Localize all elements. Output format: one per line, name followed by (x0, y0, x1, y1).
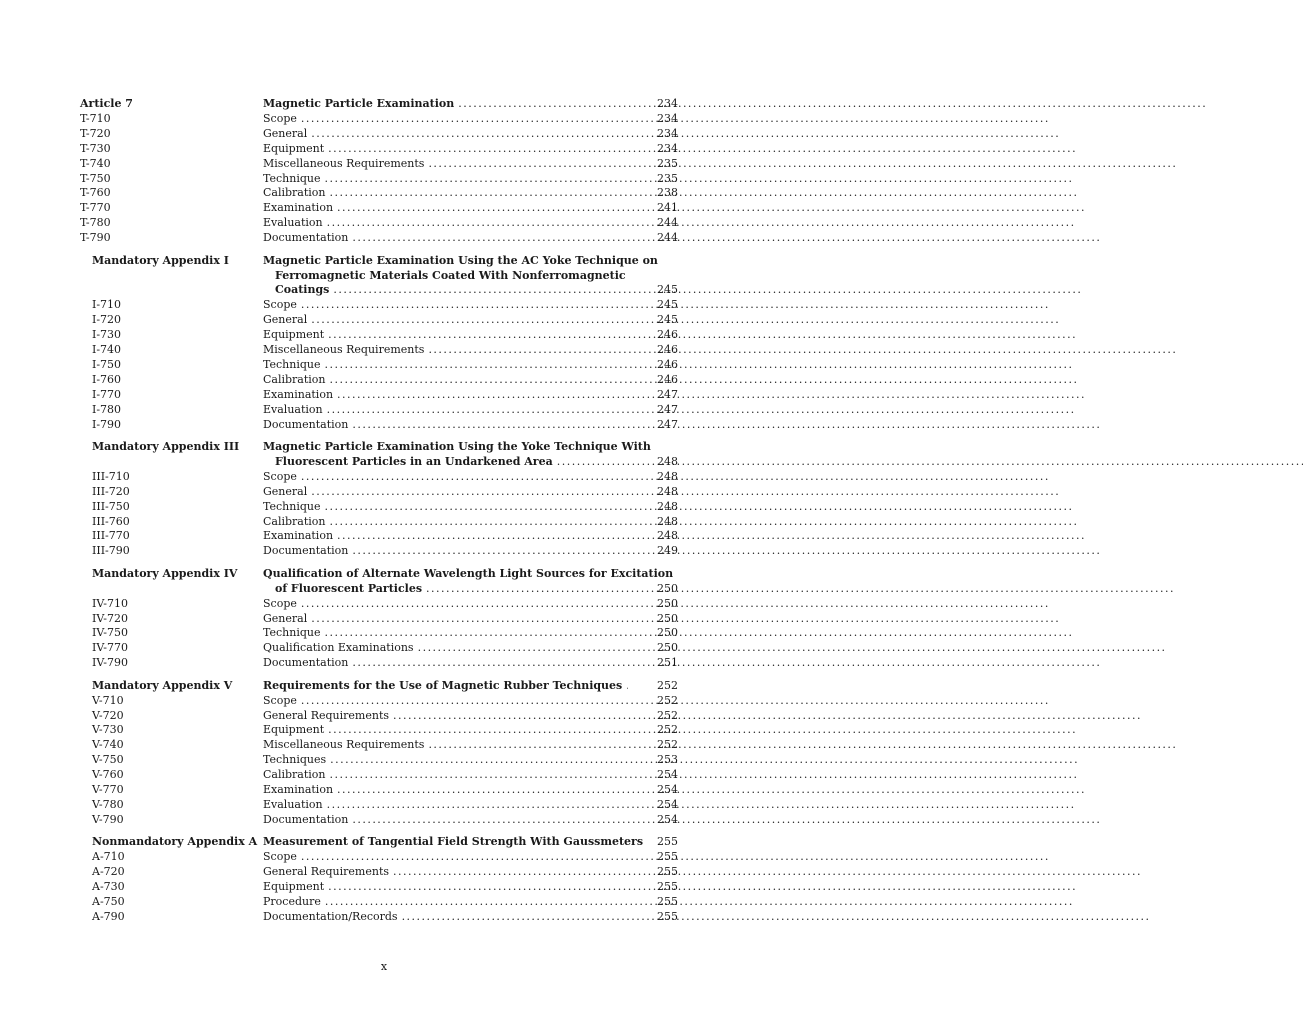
entry-title-line (263, 864, 628, 879)
entry-title-line (263, 767, 628, 782)
entry-title-line (263, 812, 628, 827)
toc-row[interactable] (0, 879, 768, 894)
dot-leader (337, 528, 1083, 543)
toc-row[interactable] (0, 678, 768, 693)
page-number: 246 (657, 357, 678, 371)
entry-title: Technique (263, 171, 321, 185)
entry-title: Evaluation (263, 216, 323, 230)
dot-leader (311, 126, 1057, 141)
section-number: III-750 (92, 499, 130, 513)
page-number: 248 (657, 454, 678, 468)
entry-title-line (263, 372, 628, 387)
page-number: 246 (657, 372, 678, 386)
dot-leader (328, 327, 1074, 342)
page-number: 250 (657, 626, 678, 640)
entry-title: Ferromagnetic Materials Coated With Nonferromagnetic (275, 268, 626, 282)
section-number: I-780 (92, 402, 122, 416)
entry-title: Technique (263, 357, 321, 371)
entry-title-line (263, 834, 644, 849)
section-number: I-730 (92, 328, 122, 342)
section-number: Mandatory Appendix I (92, 253, 229, 267)
section-number: I-740 (92, 343, 122, 356)
entry-title-line (263, 439, 651, 454)
section-number: III-770 (92, 529, 130, 543)
page-number: 246 (657, 328, 678, 342)
dot-leader (352, 655, 1098, 670)
dot-leader (328, 879, 1074, 894)
page-number: 246 (657, 343, 678, 356)
page-number: 245 (657, 283, 678, 297)
entry-title: Equipment (263, 880, 325, 893)
entry-title: Miscellaneous Requirements (263, 343, 425, 356)
entry-title-line (263, 849, 628, 864)
page-number: 244 (657, 231, 678, 245)
dot-leader (330, 767, 1076, 782)
entry-title-line (263, 171, 628, 186)
toc-row[interactable] (0, 782, 768, 797)
dot-leader (458, 96, 1204, 111)
section-number: III-760 (92, 514, 130, 528)
entry-title: Miscellaneous Requirements (263, 156, 425, 170)
entry-title: Qualification of Alternate Wavelength Light Sources for Excitation (263, 566, 674, 580)
section-number: V-730 (92, 723, 124, 737)
page-number: 234 (657, 111, 678, 125)
toc-row[interactable] (0, 499, 768, 514)
toc-row[interactable] (0, 625, 768, 640)
entry-title: General (263, 126, 308, 140)
entry-title-line (263, 655, 628, 670)
page-number: 248 (657, 514, 678, 528)
dot-leader (428, 737, 1174, 752)
entry-title: General (263, 484, 308, 498)
toc-row[interactable] (0, 230, 768, 245)
entry-title: Equipment (263, 723, 325, 737)
toc-row[interactable] (0, 357, 768, 372)
entry-title: Calibration (263, 514, 326, 528)
toc-row[interactable] (0, 253, 768, 268)
section-number: V-790 (92, 812, 124, 826)
toc-row[interactable] (0, 439, 768, 454)
section-number: III-720 (92, 484, 130, 498)
entry-title: Miscellaneous Requirements (263, 738, 425, 752)
dot-leader (428, 342, 1174, 357)
entry-title: Documentation/Records (263, 909, 398, 923)
toc-row[interactable] (0, 297, 768, 312)
page-number: 255 (657, 909, 678, 923)
entry-title: Documentation (263, 231, 349, 245)
entry-title-line (263, 200, 628, 215)
dot-leader (328, 141, 1074, 156)
entry-title: Documentation (263, 656, 349, 670)
entry-title: Documentation (263, 812, 349, 826)
toc-row[interactable] (0, 402, 768, 417)
page-number: 235 (657, 171, 678, 185)
dot-leader (311, 611, 1057, 626)
toc-row[interactable] (0, 387, 768, 402)
page-number: 252 (657, 678, 678, 692)
page-number: 234 (657, 141, 678, 155)
section-number: T-710 (80, 111, 111, 125)
page-number: 255 (657, 835, 678, 849)
page-number: 255 (657, 865, 678, 879)
page-number: 250 (657, 641, 678, 655)
entry-title: Magnetic Particle Examination Using the Yoke Technique With (263, 440, 651, 453)
entry-title: Evaluation (263, 402, 323, 416)
toc-row[interactable] (0, 156, 768, 171)
dot-leader (626, 678, 628, 693)
entry-title: Requirements for the Use of Magnetic Rubber Techniques (263, 678, 623, 692)
page-number: 245 (657, 313, 678, 327)
toc-row[interactable] (0, 655, 768, 670)
toc-row[interactable] (0, 894, 768, 909)
entry-title-line (263, 357, 628, 372)
section-number: V-780 (92, 797, 124, 811)
entry-title-line (275, 581, 628, 596)
entry-title: Coatings (275, 283, 330, 297)
page-number: 234 (657, 97, 678, 110)
entry-title: Scope (263, 469, 297, 483)
dot-leader (393, 708, 1139, 723)
entry-title-line (263, 782, 628, 797)
toc-row[interactable] (0, 200, 768, 215)
entry-title-line (263, 253, 658, 268)
dot-leader (324, 625, 1070, 640)
page-number: 250 (657, 611, 678, 625)
dot-leader (325, 894, 1071, 909)
page-number: 247 (657, 417, 678, 431)
entry-title-line (263, 312, 628, 327)
toc-row[interactable] (0, 596, 768, 611)
section-number: V-770 (92, 783, 124, 796)
page-number: 255 (657, 880, 678, 893)
section-number: A-750 (92, 894, 125, 908)
toc-row[interactable] (0, 215, 768, 230)
section-number: I-750 (92, 357, 122, 371)
dot-leader (393, 864, 1139, 879)
entry-title-line (263, 469, 628, 484)
entry-title-line (263, 708, 628, 723)
page-number: 245 (657, 298, 678, 312)
dot-leader (324, 171, 1070, 186)
dot-leader (311, 312, 1057, 327)
entry-title: Documentation (263, 417, 349, 431)
section-number: I-770 (92, 387, 122, 401)
section-number: T-770 (80, 201, 111, 215)
section-number: T-740 (80, 156, 111, 170)
page-number: 235 (657, 156, 678, 170)
dot-leader (428, 156, 1174, 171)
page-number: 254 (657, 768, 678, 782)
entry-title-line (263, 514, 628, 529)
entry-title-line (263, 543, 628, 558)
entry-title-line (263, 230, 628, 245)
section-number: I-790 (92, 417, 122, 431)
toc-row[interactable] (0, 722, 768, 737)
section-number: IV-750 (92, 626, 128, 640)
toc-row[interactable] (0, 342, 768, 357)
toc-row[interactable] (0, 566, 768, 581)
section-number: III-710 (92, 469, 130, 483)
toc-row[interactable] (0, 171, 768, 186)
dot-leader (327, 797, 1073, 812)
section-number: A-790 (92, 909, 125, 923)
dot-leader (311, 484, 1057, 499)
dot-leader (352, 417, 1098, 432)
page-number-footer: x (380, 960, 388, 973)
dot-leader (337, 200, 1083, 215)
entry-title-line (263, 879, 628, 894)
section-number: Mandatory Appendix V (92, 678, 233, 692)
dot-leader (426, 581, 1172, 596)
entry-title-line (263, 297, 628, 312)
page-number: 253 (657, 753, 678, 767)
entry-title: Scope (263, 693, 297, 707)
entry-title: Technique (263, 499, 321, 513)
toc-row[interactable] (0, 469, 768, 484)
entry-title-line (275, 454, 628, 469)
page-number: 249 (657, 544, 678, 558)
entry-title-line (263, 737, 628, 752)
section-number: IV-710 (92, 596, 128, 610)
entry-title: Examination (263, 529, 334, 543)
toc-row[interactable] (0, 752, 768, 767)
toc-row[interactable] (0, 640, 768, 655)
toc-row[interactable] (0, 96, 768, 111)
entry-title: Evaluation (263, 797, 323, 811)
toc-row[interactable] (0, 834, 768, 849)
entry-title-line (263, 484, 628, 499)
page-number: 252 (657, 723, 678, 737)
toc-row[interactable] (0, 812, 768, 827)
page-number: 252 (657, 708, 678, 722)
toc-row[interactable] (0, 417, 768, 432)
entry-title: Equipment (263, 141, 325, 155)
page-number: 250 (657, 581, 678, 595)
toc-row[interactable] (0, 454, 768, 469)
entry-title: Magnetic Particle Examination (263, 97, 455, 110)
entry-title: Equipment (263, 328, 325, 342)
toc-row[interactable] (0, 312, 768, 327)
section-number: T-750 (80, 171, 111, 185)
dot-leader (352, 812, 1098, 827)
toc-row[interactable] (0, 737, 768, 752)
entry-title: Calibration (263, 768, 326, 782)
page-number: 248 (657, 499, 678, 513)
section-number: V-750 (92, 753, 124, 767)
dot-leader (337, 782, 1083, 797)
dot-leader (418, 640, 1164, 655)
entry-title: Examination (263, 201, 334, 215)
section-number: A-720 (92, 865, 125, 879)
dot-leader (327, 402, 1073, 417)
section-number: V-740 (92, 738, 124, 752)
dot-leader (324, 357, 1070, 372)
section-number: Nonmandatory Appendix A (92, 835, 258, 849)
entry-title-line (263, 640, 628, 655)
toc-row[interactable] (0, 797, 768, 812)
page-number: 248 (657, 529, 678, 543)
entry-title: General (263, 313, 308, 327)
toc-row[interactable] (0, 372, 768, 387)
toc-row[interactable] (0, 864, 768, 879)
entry-title-line (263, 402, 628, 417)
page-number: 252 (657, 693, 678, 707)
entry-title: Documentation (263, 544, 349, 558)
section-number: I-720 (92, 313, 122, 327)
entry-title-line (263, 499, 628, 514)
toc-row[interactable] (0, 484, 768, 499)
entry-title: Examination (263, 783, 334, 796)
toc-row[interactable] (0, 849, 768, 864)
section-number: T-730 (80, 141, 111, 155)
page-number: 254 (657, 812, 678, 826)
toc-row[interactable] (0, 581, 768, 596)
section-number: Mandatory Appendix III (92, 440, 240, 453)
section-number: T-780 (80, 216, 111, 230)
entry-title: Magnetic Particle Examination Using the AC Yoke Technique on (263, 253, 658, 267)
dot-leader (328, 722, 1074, 737)
entry-title: Calibration (263, 372, 326, 386)
dot-leader (333, 282, 1079, 297)
page-number: 247 (657, 402, 678, 416)
page-number: 244 (657, 216, 678, 230)
entry-title-line (263, 909, 628, 924)
entry-title-line (263, 327, 628, 342)
page-number: 248 (657, 469, 678, 483)
entry-title-line (263, 215, 628, 230)
entry-title-line (263, 894, 628, 909)
section-number: IV-720 (92, 611, 128, 625)
entry-title: General Requirements (263, 865, 390, 879)
entry-title-line (263, 156, 628, 171)
page-number: 234 (657, 126, 678, 140)
toc-row[interactable] (0, 708, 768, 723)
page-number: 252 (657, 738, 678, 752)
toc-row[interactable] (0, 327, 768, 342)
dot-leader (327, 215, 1073, 230)
entry-title-line (263, 185, 628, 200)
entry-title-line (263, 96, 628, 111)
toc-row[interactable] (0, 268, 768, 283)
section-number: III-790 (92, 544, 130, 558)
toc-row[interactable] (0, 185, 768, 200)
entry-title-line (263, 625, 628, 640)
dot-leader (330, 752, 1076, 767)
section-number: V-720 (92, 708, 124, 722)
page-number: 238 (657, 186, 678, 200)
toc-row[interactable] (0, 909, 768, 924)
section-number: T-790 (80, 231, 111, 245)
dot-leader (402, 909, 1148, 924)
toc-row[interactable] (0, 126, 768, 141)
dot-leader (330, 185, 1076, 200)
page-number: 255 (657, 894, 678, 908)
section-number: Mandatory Appendix IV (92, 566, 238, 580)
page-number: 241 (657, 201, 678, 215)
toc-row[interactable] (0, 141, 768, 156)
dot-leader (324, 499, 1070, 514)
entry-title: of Fluorescent Particles (275, 581, 423, 595)
section-number: I-760 (92, 372, 122, 386)
entry-title-line (275, 268, 628, 283)
entry-title: Scope (263, 850, 297, 864)
entry-title: Calibration (263, 186, 326, 200)
page-number: 248 (657, 484, 678, 498)
entry-title-line (263, 797, 628, 812)
dot-leader (330, 514, 1076, 529)
section-number: Article 7 (80, 97, 133, 110)
page-number: 247 (657, 387, 678, 401)
entry-title: General Requirements (263, 708, 390, 722)
section-number: I-710 (92, 298, 122, 312)
entry-title: Qualification Examinations (263, 641, 414, 655)
entry-title: Procedure (263, 894, 321, 908)
entry-title: Scope (263, 298, 297, 312)
entry-title-line (263, 417, 628, 432)
toc-row[interactable] (0, 528, 768, 543)
entry-title-line (263, 611, 628, 626)
entry-title: General (263, 611, 308, 625)
section-number: T-760 (80, 186, 111, 200)
entry-title-line (263, 678, 628, 693)
entry-title-line (263, 722, 628, 737)
dot-leader (330, 372, 1076, 387)
entry-title: Technique (263, 626, 321, 640)
section-number: IV-770 (92, 641, 128, 655)
entry-title: Scope (263, 596, 297, 610)
entry-title: Fluorescent Particles in an Undarkened Area (275, 454, 553, 468)
dot-leader (337, 387, 1083, 402)
page-number: 255 (657, 850, 678, 864)
entry-title-line (263, 126, 628, 141)
toc-row[interactable] (0, 111, 768, 126)
section-number: V-710 (92, 693, 124, 707)
entry-title-line (263, 752, 628, 767)
entry-title: Examination (263, 387, 334, 401)
entry-title: Techniques (263, 753, 327, 767)
dot-leader (352, 230, 1098, 245)
entry-title-line (263, 111, 628, 126)
dot-leader (352, 543, 1098, 558)
entry-title-line (263, 342, 628, 357)
page-number: 251 (657, 656, 678, 670)
toc-row[interactable] (0, 611, 768, 626)
page-number: 250 (657, 596, 678, 610)
page-number: 254 (657, 783, 678, 796)
entry-title-line (263, 693, 628, 708)
entry-title: Scope (263, 111, 297, 125)
page-number: 254 (657, 797, 678, 811)
entry-title: Measurement of Tangential Field Strength With Gaussmeters (263, 835, 644, 849)
section-number: A-730 (92, 880, 125, 893)
section-number: V-760 (92, 768, 124, 782)
entry-title-line (263, 528, 628, 543)
toc-row[interactable] (0, 693, 768, 708)
section-number: T-720 (80, 126, 111, 140)
toc-row[interactable] (0, 543, 768, 558)
entry-title-line (275, 282, 628, 297)
entry-title-line (263, 387, 628, 402)
entry-title-line (263, 566, 674, 581)
toc-row[interactable] (0, 282, 768, 297)
entry-title-line (263, 596, 628, 611)
toc-row[interactable] (0, 514, 768, 529)
entry-title-line (263, 141, 628, 156)
section-number: A-710 (92, 850, 125, 864)
toc-row[interactable] (0, 767, 768, 782)
section-number: IV-790 (92, 656, 128, 670)
